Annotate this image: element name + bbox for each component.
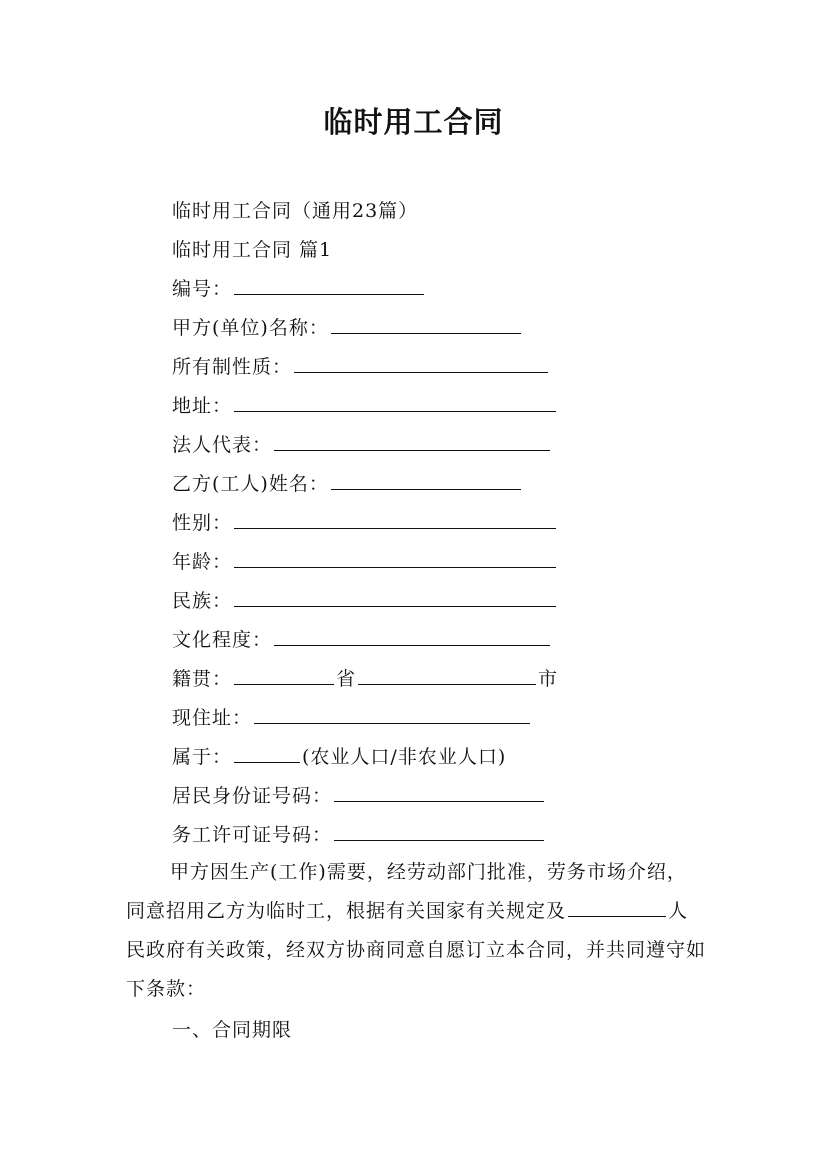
field-work-permit xyxy=(172,822,546,848)
fill-blank[interactable] xyxy=(294,354,548,373)
field-label: 文化程度： xyxy=(172,629,273,651)
clause-heading: 一、合同期限 xyxy=(172,1019,293,1041)
field-ethnicity xyxy=(172,588,558,614)
fill-blank[interactable] xyxy=(568,898,666,917)
field-age xyxy=(172,549,558,575)
fill-blank[interactable] xyxy=(274,627,550,646)
fill-blank[interactable] xyxy=(331,471,521,490)
field-label: 年龄： xyxy=(172,551,233,573)
field-legal-rep xyxy=(172,432,552,458)
fill-blank[interactable] xyxy=(234,744,300,763)
field-label: 属于： xyxy=(172,746,233,768)
field-label: 性别： xyxy=(172,512,233,534)
document-subtitle: 临时用工合同（通用23篇） xyxy=(172,200,419,222)
field-label: 编号： xyxy=(172,278,233,300)
fill-blank[interactable] xyxy=(234,393,556,412)
fill-blank[interactable] xyxy=(234,549,556,568)
city-label: 市 xyxy=(538,668,559,690)
field-household-type xyxy=(172,744,506,770)
field-party-b-name xyxy=(172,471,523,497)
preamble-text-2: 人民政府有关政策，经双方协商同意自愿订立本合同，并共同遵守如下条款： xyxy=(126,900,707,1000)
field-label: 务工许可证号码： xyxy=(172,824,333,846)
field-label: 籍贯： xyxy=(172,668,233,690)
field-address xyxy=(172,393,558,419)
field-number xyxy=(172,276,426,302)
field-gender xyxy=(172,510,558,536)
section-heading: 临时用工合同 篇1 xyxy=(172,239,333,261)
fill-blank[interactable] xyxy=(331,315,521,334)
fill-blank[interactable] xyxy=(274,432,550,451)
fill-blank[interactable] xyxy=(334,783,544,802)
field-native-place xyxy=(172,666,558,692)
field-current-address xyxy=(172,705,532,731)
fill-blank[interactable] xyxy=(234,588,556,607)
household-options: (农业人口/非农业人口) xyxy=(302,746,507,768)
field-label: 法人代表： xyxy=(172,434,273,456)
field-education xyxy=(172,627,552,653)
field-label: 所有制性质： xyxy=(172,356,293,378)
field-id-number xyxy=(172,783,546,809)
fill-blank[interactable] xyxy=(234,666,334,685)
fill-blank[interactable] xyxy=(358,666,536,685)
field-label: 乙方(工人)姓名： xyxy=(172,473,329,495)
field-label: 地址： xyxy=(172,395,233,417)
field-ownership xyxy=(172,354,550,380)
field-party-a-name xyxy=(172,315,523,341)
document-title: 临时用工合同 xyxy=(323,105,504,139)
field-label: 现住址： xyxy=(172,707,253,729)
fill-blank[interactable] xyxy=(334,822,544,841)
fill-blank[interactable] xyxy=(234,276,424,295)
province-label: 省 xyxy=(336,668,357,690)
field-label: 甲方(单位)名称： xyxy=(172,317,329,339)
preamble-text-1: 甲方因生产(工作)需要，经劳动部门批准，劳务市场介绍，同意招用乙方为临时工，根据有关国家有关规定及 xyxy=(126,861,687,922)
contract-preamble xyxy=(126,853,706,1009)
field-label: 居民身份证号码： xyxy=(172,785,333,807)
fill-blank[interactable] xyxy=(254,705,530,724)
field-label: 民族： xyxy=(172,590,233,612)
fill-blank[interactable] xyxy=(234,510,556,529)
